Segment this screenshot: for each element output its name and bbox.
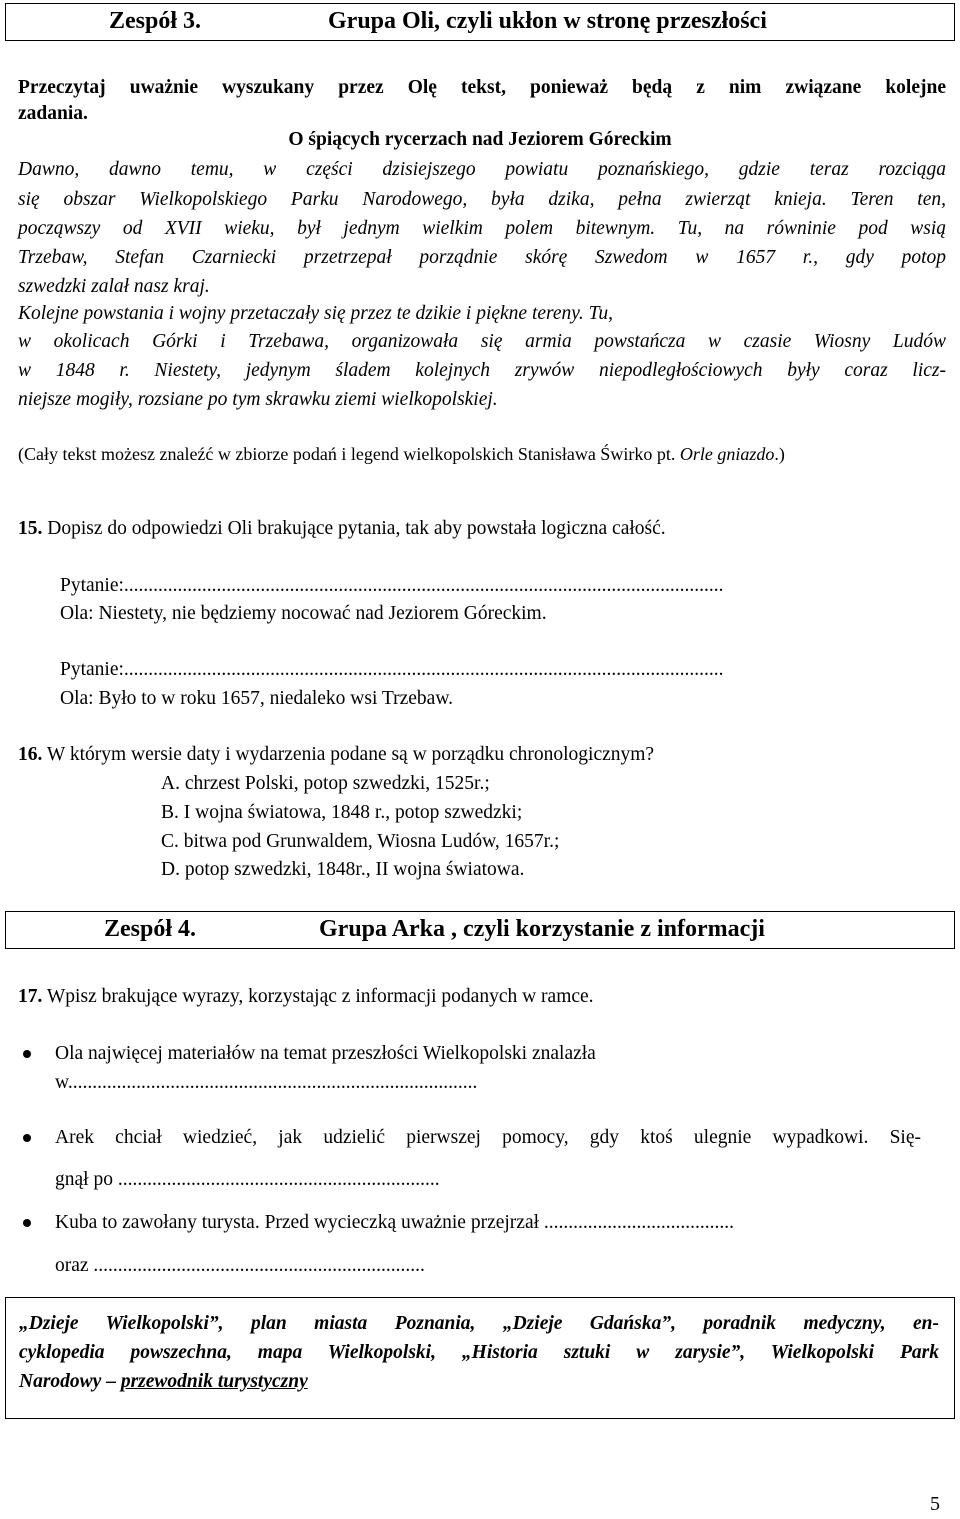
q17-bullet-1-answer[interactable]: w.................................................................................... xyxy=(55,1072,478,1093)
q16-option-b[interactable]: B. I wojna światowa, 1848 r., potop szwedzki; xyxy=(161,802,523,823)
q15-answer-2: Ola: Było to w roku 1657, niedaleko wsi Trzebaw. xyxy=(60,688,454,709)
info-box xyxy=(5,1297,955,1419)
q17-bullet-1-line-1: Ola najwięcej materiałów na temat przeszłości Wielkopolski znalazła xyxy=(55,1043,596,1064)
story-title: O śpiących rycerzach nad Jeziorem Góreckim xyxy=(288,129,672,150)
q17-text: Wpisz brakujące wyrazy, korzystając z informacji podanych w ramce. xyxy=(46,986,594,1007)
section-3-header xyxy=(5,3,955,41)
q15-question-2[interactable]: Pytanie:........................................................................................................................... xyxy=(60,659,724,680)
story-line: niejsze mogiły, rozsiane po tym skrawku ziemi wielkopolskiej. xyxy=(18,389,498,410)
q15-heading xyxy=(18,515,666,543)
story-source-prefix: (Cały tekst możesz znaleźć w zbiorze podań i legend wielkopolskich Stanisława Świrko pt. xyxy=(18,444,680,464)
q15-text: Dopisz do odpowiedzi Oli brakujące pytania, tak aby powstała logiczna całość. xyxy=(47,518,666,539)
intro-line-2: zadania. xyxy=(18,103,88,124)
story-line: Kolejne powstania i wojny przetaczały się przez te dzikie i piękne tereny. Tu, xyxy=(18,303,614,324)
story-line: Dawno, dawno temu, w części dzisiejszego powiatu poznańskiego, gdzie teraz rozciąga xyxy=(18,159,946,180)
q15-question-1[interactable]: Pytanie:........................................................................................................................... xyxy=(60,575,724,596)
info-box-line-3 xyxy=(19,1368,308,1396)
info-box-line-3-prefix: Narodowy – xyxy=(19,1371,121,1392)
q15-number: 15. xyxy=(18,518,43,539)
section-4-label: Zespół 4. xyxy=(104,916,197,942)
q16-option-c[interactable]: C. bitwa pod Grunwaldem, Wiosna Ludów, 1657r.; xyxy=(161,831,560,852)
q17-heading xyxy=(18,983,594,1011)
story-line: się obszar Wielkopolskiego Parku Narodowego, była dzika, pełna zwierząt knieja. Teren ten, xyxy=(18,189,946,210)
page-number: 5 xyxy=(930,1493,940,1515)
section-3-title: Grupa Oli, czyli ukłon w stronę przeszłości xyxy=(328,8,767,34)
section-4-header xyxy=(5,911,955,949)
info-box-line-3-underlined: przewodnik turystyczny xyxy=(120,1371,308,1392)
q17-bullet-3-line-1: Kuba to zawołany turysta. Przed wycieczką uważnie przejrzał ....................................... xyxy=(55,1212,735,1233)
info-box-line-2: cyklopedia powszechna, mapa Wielkopolski, „Historia sztuki w zarysie”, Wielkopolski Park xyxy=(19,1342,939,1363)
intro-line-1: Przeczytaj uważnie wyszukany przez Olę tekst, ponieważ będą z nim związane kolejne xyxy=(18,77,946,98)
info-box-line-1: „Dzieje Wielkopolski”, plan miasta Poznania, „Dzieje Gdańska”, poradnik medyczny, en- xyxy=(19,1313,939,1334)
q17-number: 17. xyxy=(18,986,43,1007)
q17-bullet-3-answer[interactable]: oraz .................................................................... xyxy=(55,1255,425,1276)
story-source-suffix: .) xyxy=(774,444,785,464)
q16-option-a[interactable]: A. chrzest Polski, potop szwedzki, 1525r.; xyxy=(161,773,490,794)
story-source xyxy=(18,440,785,468)
q16-heading xyxy=(18,741,654,769)
q16-number: 16. xyxy=(18,744,43,765)
section-3-label: Zespół 3. xyxy=(109,8,202,34)
story-line: w 1848 r. Niestety, jedynym śladem kolejnych zrywów niepodległościowych były coraz licz- xyxy=(18,360,946,381)
q17-bullet-2-answer[interactable]: gnął po .................................................................. xyxy=(55,1169,440,1190)
story-source-title: Orle gniazdo xyxy=(679,444,775,464)
q15-answer-1: Ola: Niestety, nie będziemy nocować nad Jeziorem Góreckim. xyxy=(60,603,547,624)
q16-text: W którym wersie daty i wydarzenia podane są w porządku chronologicznym? xyxy=(46,744,655,765)
story-line: szwedzki zalał nasz kraj. xyxy=(18,276,210,297)
story-line: w okolicach Górki i Trzebawa, organizowała się armia powstańcza w czasie Wiosny Ludów xyxy=(18,331,946,352)
bullet-icon xyxy=(23,1219,31,1227)
bullet-icon xyxy=(23,1050,31,1058)
q17-bullet-2-line-1: Arek chciał wiedzieć, jak udzielić pierwszej pomocy, gdy ktoś ulegnie wypadkowi. Się- xyxy=(55,1127,921,1148)
story-line: Trzebaw, Stefan Czarniecki przetrzepał porządnie skórę Szwedom w 1657 r., gdy potop xyxy=(18,247,946,268)
section-4-title: Grupa Arka , czyli korzystanie z informacji xyxy=(319,916,765,942)
story-line: począwszy od XVII wieku, był jednym wielkim polem bitewnym. Tu, na równinie pod wsią xyxy=(18,218,946,239)
bullet-icon xyxy=(23,1134,31,1142)
q16-option-d[interactable]: D. potop szwedzki, 1848r., II wojna światowa. xyxy=(161,859,525,880)
